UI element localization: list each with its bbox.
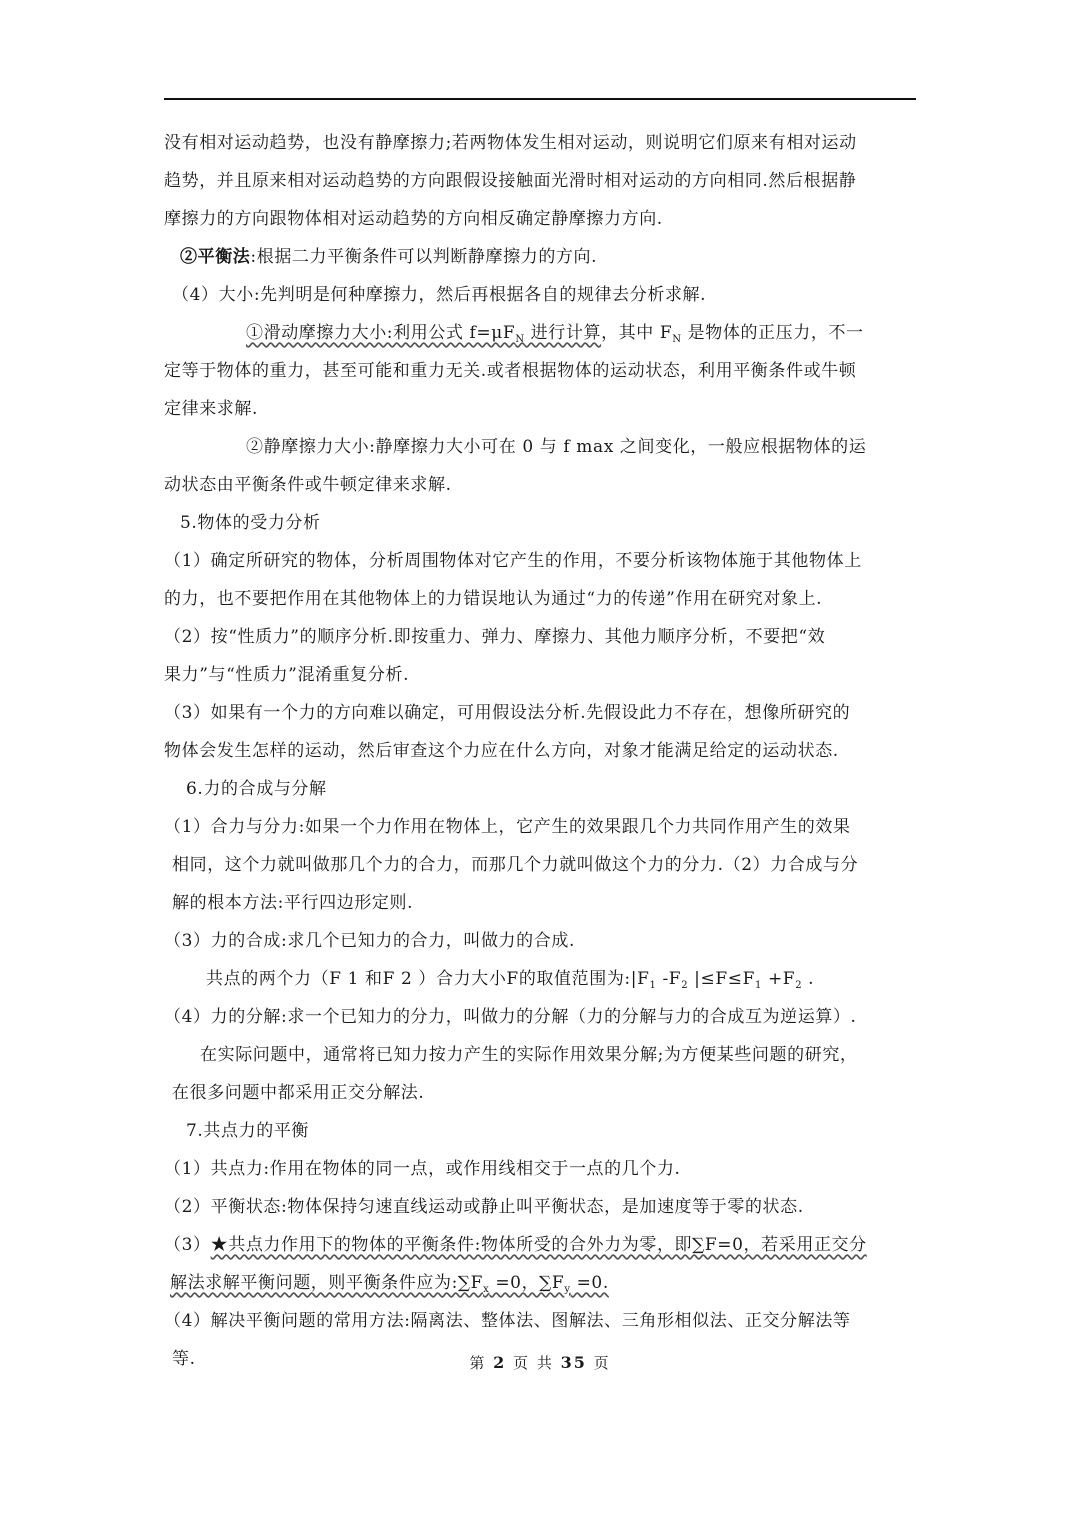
text-line: 果力”与“性质力”混淆重复分析. bbox=[164, 665, 410, 685]
text-line: 相同，这个力就叫做那几个力的合力，而那几个力就叫做这个力的分力.（2）力合成与分 bbox=[172, 855, 859, 875]
text-run: 共点的两个力（F 1 和F 2 ）合力大小F的取值范围为:|F bbox=[206, 969, 650, 989]
subscript: 1 bbox=[754, 980, 762, 991]
text-line bbox=[180, 244, 597, 270]
subscript: x bbox=[483, 1284, 490, 1295]
text-line bbox=[246, 320, 864, 353]
text-line: 物体会发生怎样的运动，然后审查这个力应在什么方向，对象才能满足给定的运动状态. bbox=[164, 741, 839, 761]
text-run: （3） bbox=[164, 1235, 211, 1255]
text-run: 是物体的正压力，不一 bbox=[681, 323, 864, 343]
text-line: ②静摩擦力大小:静摩擦力大小可在 0 与 f max 之间变化，一般应根据物体的运 bbox=[246, 437, 867, 457]
subscript: N bbox=[515, 334, 525, 345]
text-line: （1）共点力:作用在物体的同一点，或作用线相交于一点的几个力. bbox=[164, 1159, 681, 1179]
text-run: . bbox=[802, 969, 815, 989]
text-line: 在实际问题中，通常将已知力按力产生的实际作用效果分解;为方便某些问题的研究， bbox=[200, 1045, 858, 1065]
text-run: 进行计算 bbox=[524, 323, 602, 343]
method-name: ②平衡法 bbox=[180, 247, 251, 267]
text-line: （2）按“性质力”的顺序分析.即按重力、弹力、摩擦力、其他力顺序分析，不要把“效 bbox=[164, 627, 826, 647]
emphasis-text: ★共点力作用下的物体的平衡条件:物体所受的合外力为零，即∑F=0，若采用正交分 bbox=[210, 1235, 867, 1255]
subscript: y bbox=[564, 1284, 571, 1295]
text-run: ，其中 F bbox=[601, 323, 673, 343]
footer-text: 页 共 bbox=[513, 1354, 554, 1372]
text-line: 解的根本方法:平行四边形定则. bbox=[172, 893, 414, 913]
subscript: 1 bbox=[649, 980, 657, 991]
page-number: 2 bbox=[493, 1353, 507, 1372]
formula-line bbox=[206, 966, 814, 999]
subscript: 2 bbox=[681, 980, 689, 991]
text-line: （4）大小:先判明是何种摩擦力，然后再根据各自的规律去分析求解. bbox=[172, 285, 707, 305]
text-line: 趋势，并且原来相对运动趋势的方向跟假设接触面光滑时相对运动的方向相同.然后根据静 bbox=[164, 171, 857, 191]
text-run: |≤F≤F bbox=[688, 969, 755, 989]
emphasis-text bbox=[170, 1273, 609, 1293]
text-line: 动状态由平衡条件或牛顿定律来求解. bbox=[164, 475, 452, 495]
text-line: 在很多问题中都采用正交分解法. bbox=[172, 1083, 425, 1103]
section-heading: 6.力的合成与分解 bbox=[186, 779, 327, 799]
emphasis-text bbox=[246, 323, 601, 343]
text-line: （2）平衡状态:物体保持匀速直线运动或静止叫平衡状态，是加速度等于零的状态. bbox=[164, 1197, 804, 1217]
subscript: 2 bbox=[795, 980, 803, 991]
section-heading: 5.物体的受力分析 bbox=[180, 513, 321, 533]
subscript: N bbox=[672, 334, 682, 345]
text-run: =0，∑F bbox=[489, 1273, 565, 1293]
page-footer bbox=[0, 1352, 1080, 1373]
text-line: 定律来求解. bbox=[164, 399, 259, 419]
footer-text: 第 bbox=[469, 1354, 487, 1372]
text-line bbox=[170, 1270, 609, 1303]
text-run: 解法求解平衡问题，则平衡条件应为:∑F bbox=[170, 1273, 484, 1293]
text-line bbox=[164, 1232, 867, 1258]
text-line: （3）如果有一个力的方向难以确定，可用假设法分析.先假设此力不存在，想像所研究的 bbox=[164, 703, 851, 723]
text-line: （1）确定所研究的物体，分析周围物体对它产生的作用，不要分析该物体施于其他物体上 bbox=[164, 551, 862, 571]
text-line: 摩擦力的方向跟物体相对运动趋势的方向相反确定静摩擦力方向. bbox=[164, 209, 663, 229]
text-line: 定等于物体的重力，甚至可能和重力无关.或者根据物体的运动状态，利用平衡条件或牛顿 bbox=[164, 361, 857, 381]
text-line: （4）解决平衡问题的常用方法:隔离法、整体法、图解法、三角形相似法、正交分解法等 bbox=[164, 1311, 851, 1331]
text-line: （3）力的合成:求几个已知力的合力，叫做力的合成. bbox=[164, 931, 575, 951]
footer-text: 页 bbox=[593, 1354, 611, 1372]
header-rule bbox=[164, 98, 916, 100]
text-run: :根据二力平衡条件可以判断静摩擦力的方向. bbox=[250, 247, 598, 267]
text-line: （4）力的分解:求一个已知力的分力，叫做力的分解（力的分解与力的合成互为逆运算）. bbox=[164, 1007, 857, 1027]
text-run: ①滑动摩擦力大小:利用公式 f=μF bbox=[246, 323, 516, 343]
text-line: 的力，也不要把作用在其他物体上的力错误地认为通过“力的传递”作用在研究对象上. bbox=[164, 589, 823, 609]
page-total: 35 bbox=[560, 1353, 587, 1372]
text-line: 没有相对运动趋势，也没有静摩擦力;若两物体发生相对运动，则说明它们原来有相对运动 bbox=[164, 133, 857, 153]
text-run: -F bbox=[656, 969, 682, 989]
text-line: （1）合力与分力:如果一个力作用在物体上，它产生的效果跟几个力共同作用产生的效果 bbox=[164, 817, 851, 837]
text-run: +F bbox=[761, 969, 796, 989]
section-heading: 7.共点力的平衡 bbox=[186, 1121, 310, 1141]
text-line: 等. bbox=[172, 1349, 196, 1369]
text-run: =0. bbox=[570, 1273, 609, 1293]
